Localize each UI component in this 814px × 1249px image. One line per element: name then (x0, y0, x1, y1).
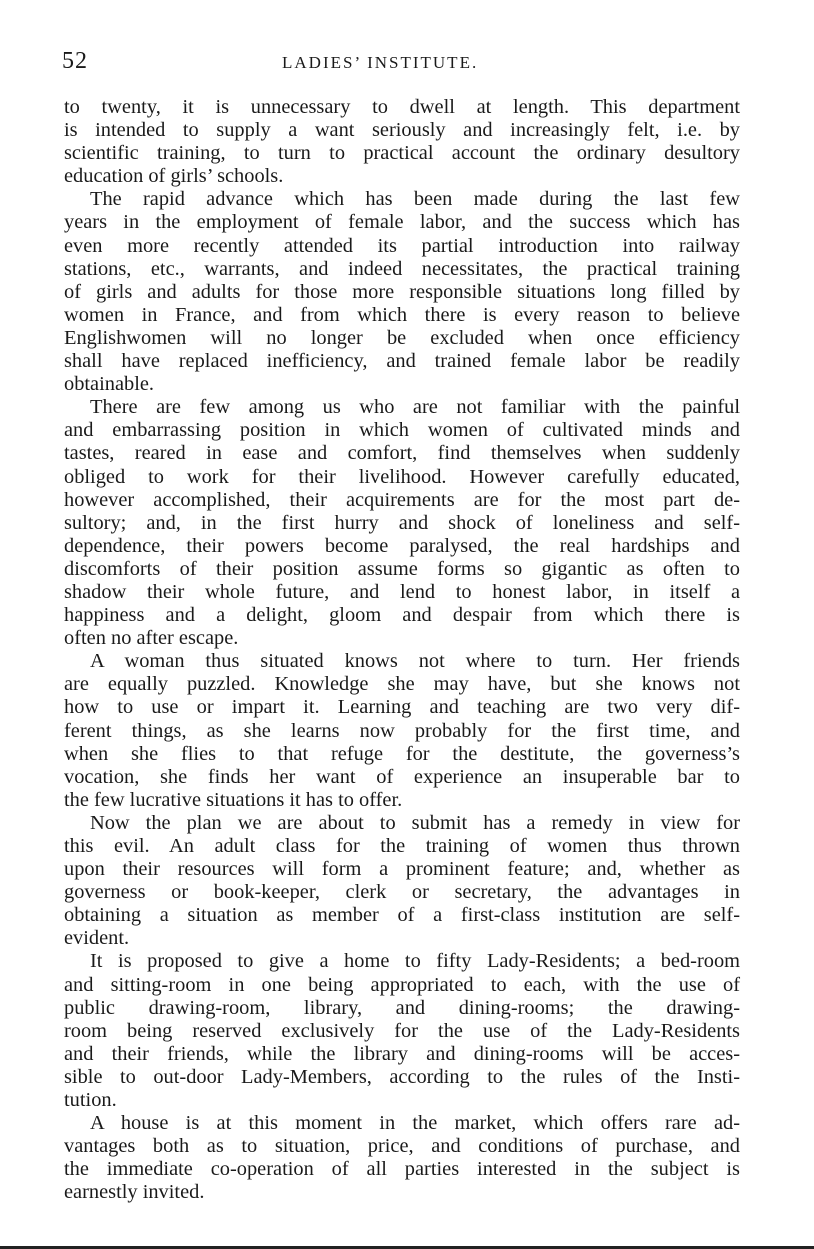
text-line: is intended to supply a want seriously and increasingly felt, i.e. by (64, 119, 740, 142)
text-line: when she flies to that refuge for the destitute, the governess’s (64, 742, 740, 765)
text-line: It is proposed to give a home to fifty Lady-Residents; a bed-room (90, 950, 740, 973)
text-line: even more recently attended its partial introduction into railway (64, 234, 740, 257)
text-line: A house is at this moment in the market, which offers rare ad- (90, 1112, 740, 1135)
text-line: vantages both as to situation, price, and conditions of purchase, and (64, 1135, 740, 1158)
text-line: and embarrassing position in which women of cultivated minds and (64, 419, 740, 442)
text-line: vocation, she finds her want of experience an insuperable bar to (64, 765, 740, 788)
text-line: upon their resources will form a prominent feature; and, whether as (64, 858, 740, 881)
text-line: women in France, and from which there is every reason to believe (64, 303, 740, 326)
text-line: are equally puzzled. Knowledge she may have, but she knows not (64, 673, 740, 696)
text-line: shall have replaced inefficiency, and trained female labor be readily (64, 350, 740, 373)
text-line: room being reserved exclusively for the use of the Lady-Residents (64, 1019, 740, 1042)
text-line: obtainable. (64, 373, 155, 396)
text-line: how to use or impart it. Learning and teaching are two very dif- (64, 696, 740, 719)
text-line: There are few among us who are not familiar with the painful (90, 396, 740, 419)
text-line: scientific training, to turn to practical account the ordinary desultory (64, 142, 740, 165)
text-line: and their friends, while the library and dining-rooms will be acces- (64, 1042, 740, 1065)
text-line: this evil. An adult class for the training of women thus thrown (64, 835, 740, 857)
page-number: 52 (62, 48, 88, 74)
text-line: obtaining a situation as member of a first-class institution are self- (64, 904, 740, 927)
text-line: to twenty, it is unnecessary to dwell at length. This department (64, 96, 740, 118)
text-line: A woman thus situated knows not where to turn. Her friends (90, 650, 740, 673)
text-line: often no after escape. (64, 627, 239, 650)
text-line: sible to out-door Lady-Members, according to the rules of the Insti- (64, 1065, 740, 1088)
text-line: obliged to work for their livelihood. However carefully educated, (64, 465, 740, 488)
text-line: governess or book-keeper, clerk or secretary, the advantages in (64, 881, 740, 904)
text-line: ferent things, as she learns now probably for the first time, and (64, 719, 740, 742)
text-line: tastes, reared in ease and comfort, find themselves when suddenly (64, 442, 740, 465)
text-line: public drawing-room, library, and dining-rooms; the drawing- (64, 996, 740, 1019)
text-line: The rapid advance which has been made during the last few (90, 188, 740, 211)
running-head: LADIES’ INSTITUTE. (282, 53, 479, 72)
text-line: evident. (64, 927, 130, 950)
text-line: the few lucrative situations it has to offer. (64, 788, 403, 811)
text-line: tution. (64, 1089, 117, 1112)
text-line: education of girls’ schools. (64, 165, 284, 188)
text-line: happiness and a delight, gloom and despair from which there is (64, 604, 740, 627)
page-header (62, 48, 752, 78)
text-line: dependence, their powers become paralysed, the real hardships and (64, 534, 740, 557)
text-line: years in the employment of female labor, and the success which has (64, 211, 740, 234)
text-line: the immediate co-operation of all parties interested in the subject is (64, 1158, 740, 1181)
text-line: Englishwomen will no longer be excluded when once efficiency (64, 326, 740, 349)
text-line: stations, etc., warrants, and indeed necessitates, the practical training (64, 257, 740, 280)
text-line: of girls and adults for those more responsible situations long filled by (64, 280, 740, 303)
text-line: and sitting-room in one being appropriated to each, with the use of (64, 973, 740, 996)
text-line: earnestly invited. (64, 1181, 205, 1204)
text-line: however accomplished, their acquirements are for the most part de- (64, 488, 740, 511)
text-line: Now the plan we are about to submit has a remedy in view for (90, 811, 740, 834)
text-line: sultory; and, in the first hurry and shock of loneliness and self- (64, 511, 740, 534)
text-line: discomforts of their position assume forms so gigantic as often to (64, 557, 740, 580)
text-line: shadow their whole future, and lend to honest labor, in itself a (64, 580, 740, 603)
body-text (64, 96, 740, 1205)
